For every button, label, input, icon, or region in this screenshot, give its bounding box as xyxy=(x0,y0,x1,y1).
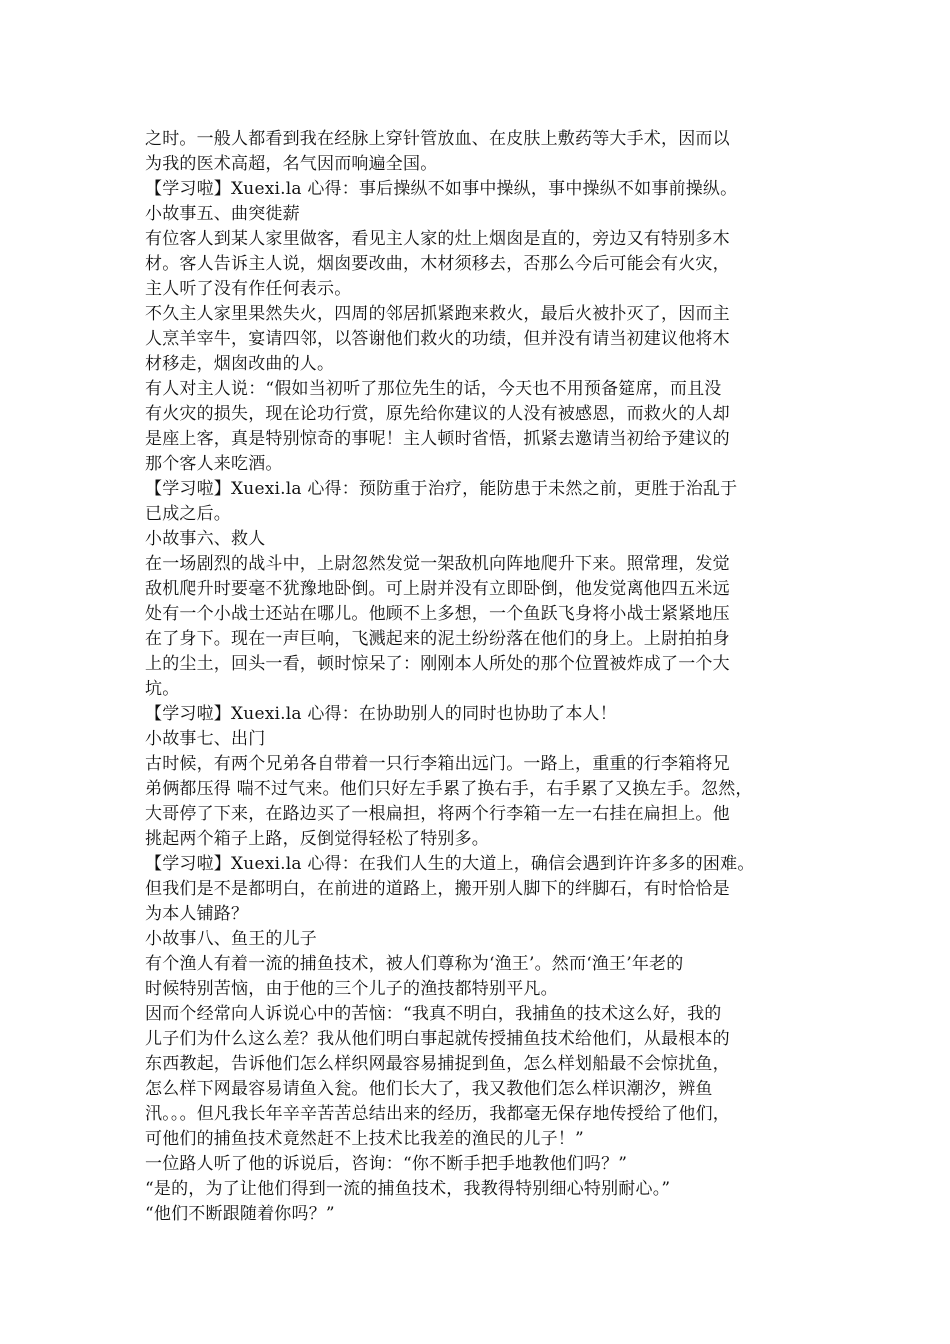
text-line: 有人对主人说：“假如当初听了那位先生的话，今天也不用预备筵席，而且没 xyxy=(145,379,722,399)
text-line: 【学习啦】Xuexi.la 心得：在我们人生的大道上，确信会遇到许许多多的困难。 xyxy=(145,854,755,874)
text-line: 是座上客，真是特别惊奇的事呢！主人顿时省悟，抓紧去邀请当初给予建议的 xyxy=(145,429,730,449)
text-line: 主人听了没有作任何表示。 xyxy=(145,279,352,299)
text-line: 【学习啦】Xuexi.la 心得：在协助别人的同时也协助了本人！ xyxy=(145,704,617,724)
text-line: 人烹羊宰牛，宴请四邻，以答谢他们救火的功绩，但并没有请当初建议他将木 xyxy=(145,329,730,349)
text-line: 古时候，有两个兄弟各自带着一只行李箱出远门。一路上，重重的行李箱将兄 xyxy=(145,754,730,774)
text-line: 弟俩都压得 喘不过气来。他们只好左手累了换右手，右手累了又换左手。忽然， xyxy=(145,779,753,799)
text-line: 大哥停了下来，在路边买了一根扁担，将两个行李箱一左一右挂在扁担上。他 xyxy=(145,804,730,824)
text-line: 有个渔人有着一流的捕鱼技术，被人们尊称为‘渔王’。然而‘渔王’年老的 xyxy=(145,954,684,974)
text-line: 【学习啦】Xuexi.la 心得：事后操纵不如事中操纵，事中操纵不如事前操纵。 xyxy=(145,179,738,199)
text-line: 材移走，烟囱改曲的人。 xyxy=(145,354,335,374)
text-line: 小故事八、鱼王的儿子 xyxy=(145,929,317,949)
text-line: 汛。。。但凡我长年辛辛苦苦总结出来的经历，我都毫无保存地传授给了他们， xyxy=(145,1104,730,1124)
text-line: 敌机爬升时要毫不犹豫地卧倒。可上尉并没有立即卧倒，他发觉离他四五米远 xyxy=(145,579,730,599)
text-line: 为本人铺路？ xyxy=(145,904,249,924)
document-body xyxy=(145,127,830,1227)
text-line: 上的尘土，回头一看，顿时惊呆了：刚刚本人所处的那个位置被炸成了一个大 xyxy=(145,654,730,674)
text-line: 一位路人听了他的诉说后，咨询：“你不断手把手地教他们吗？” xyxy=(145,1154,628,1174)
text-line: 可他们的捕鱼技术竟然赶不上技术比我差的渔民的儿子！” xyxy=(145,1129,584,1149)
text-line: 时候特别苦恼，由于他的三个儿子的渔技都特别平凡。 xyxy=(145,979,558,999)
text-line: 那个客人来吃酒。 xyxy=(145,454,283,474)
text-line: 之时。一般人都看到我在经脉上穿针管放血、在皮肤上敷药等大手术，因而以 xyxy=(145,129,730,149)
text-line: 不久主人家里果然失火，四周的邻居抓紧跑来救火，最后火被扑灭了，因而主 xyxy=(145,304,730,324)
text-line: 处有一个小战士还站在哪儿。他顾不上多想，一个鱼跃飞身将小战士紧紧地压 xyxy=(145,604,730,624)
text-line: 小故事六、救人 xyxy=(145,529,266,549)
text-line: 但我们是不是都明白，在前进的道路上，搬开别人脚下的绊脚石，有时恰恰是 xyxy=(145,879,730,899)
text-line: 小故事七、出门 xyxy=(145,729,266,749)
text-line: 东西教起，告诉他们怎么样织网最容易捕捉到鱼，怎么样划船最不会惊扰鱼， xyxy=(145,1054,730,1074)
text-line: 材。客人告诉主人说，烟囱要改曲，木材须移去，否那么今后可能会有火灾， xyxy=(145,254,730,274)
text-line: 儿子们为什么这么差？我从他们明白事起就传授捕鱼技术给他们，从最根本的 xyxy=(145,1029,730,1049)
text-line: 坑。 xyxy=(145,679,180,699)
text-line: “他们不断跟随着你吗？” xyxy=(145,1204,335,1224)
text-line: 怎么样下网最容易请鱼入瓮。他们长大了，我又教他们怎么样识潮汐，辨鱼 xyxy=(145,1079,713,1099)
text-line: 因而个经常向人诉说心中的苦恼：“我真不明白，我捕鱼的技术这么好，我的 xyxy=(145,1004,722,1024)
text-line: 为我的医术高超，名气因而响遍全国。 xyxy=(145,154,438,174)
text-line: 小故事五、曲突徙薪 xyxy=(145,204,300,224)
text-line: 在了身下。现在一声巨响，飞溅起来的泥土纷纷落在他们的身上。上尉拍拍身 xyxy=(145,629,730,649)
text-line: 有火灾的损失，现在论功行赏，原先给你建议的人没有被感恩，而救火的人却 xyxy=(145,404,730,424)
text-line: 在一场剧烈的战斗中，上尉忽然发觉一架敌机向阵地爬升下来。照常理，发觉 xyxy=(145,554,730,574)
text-line: 挑起两个箱子上路，反倒觉得轻松了特别多。 xyxy=(145,829,489,849)
text-line: 【学习啦】Xuexi.la 心得：预防重于治疗，能防患于未然之前，更胜于治乱于 xyxy=(145,479,738,499)
text-line: 已成之后。 xyxy=(145,504,231,524)
text-line: “是的，为了让他们得到一流的捕鱼技术，我教得特别细心特别耐心。” xyxy=(145,1179,671,1199)
text-line: 有位客人到某人家里做客，看见主人家的灶上烟囱是直的，旁边又有特别多木 xyxy=(145,229,730,249)
